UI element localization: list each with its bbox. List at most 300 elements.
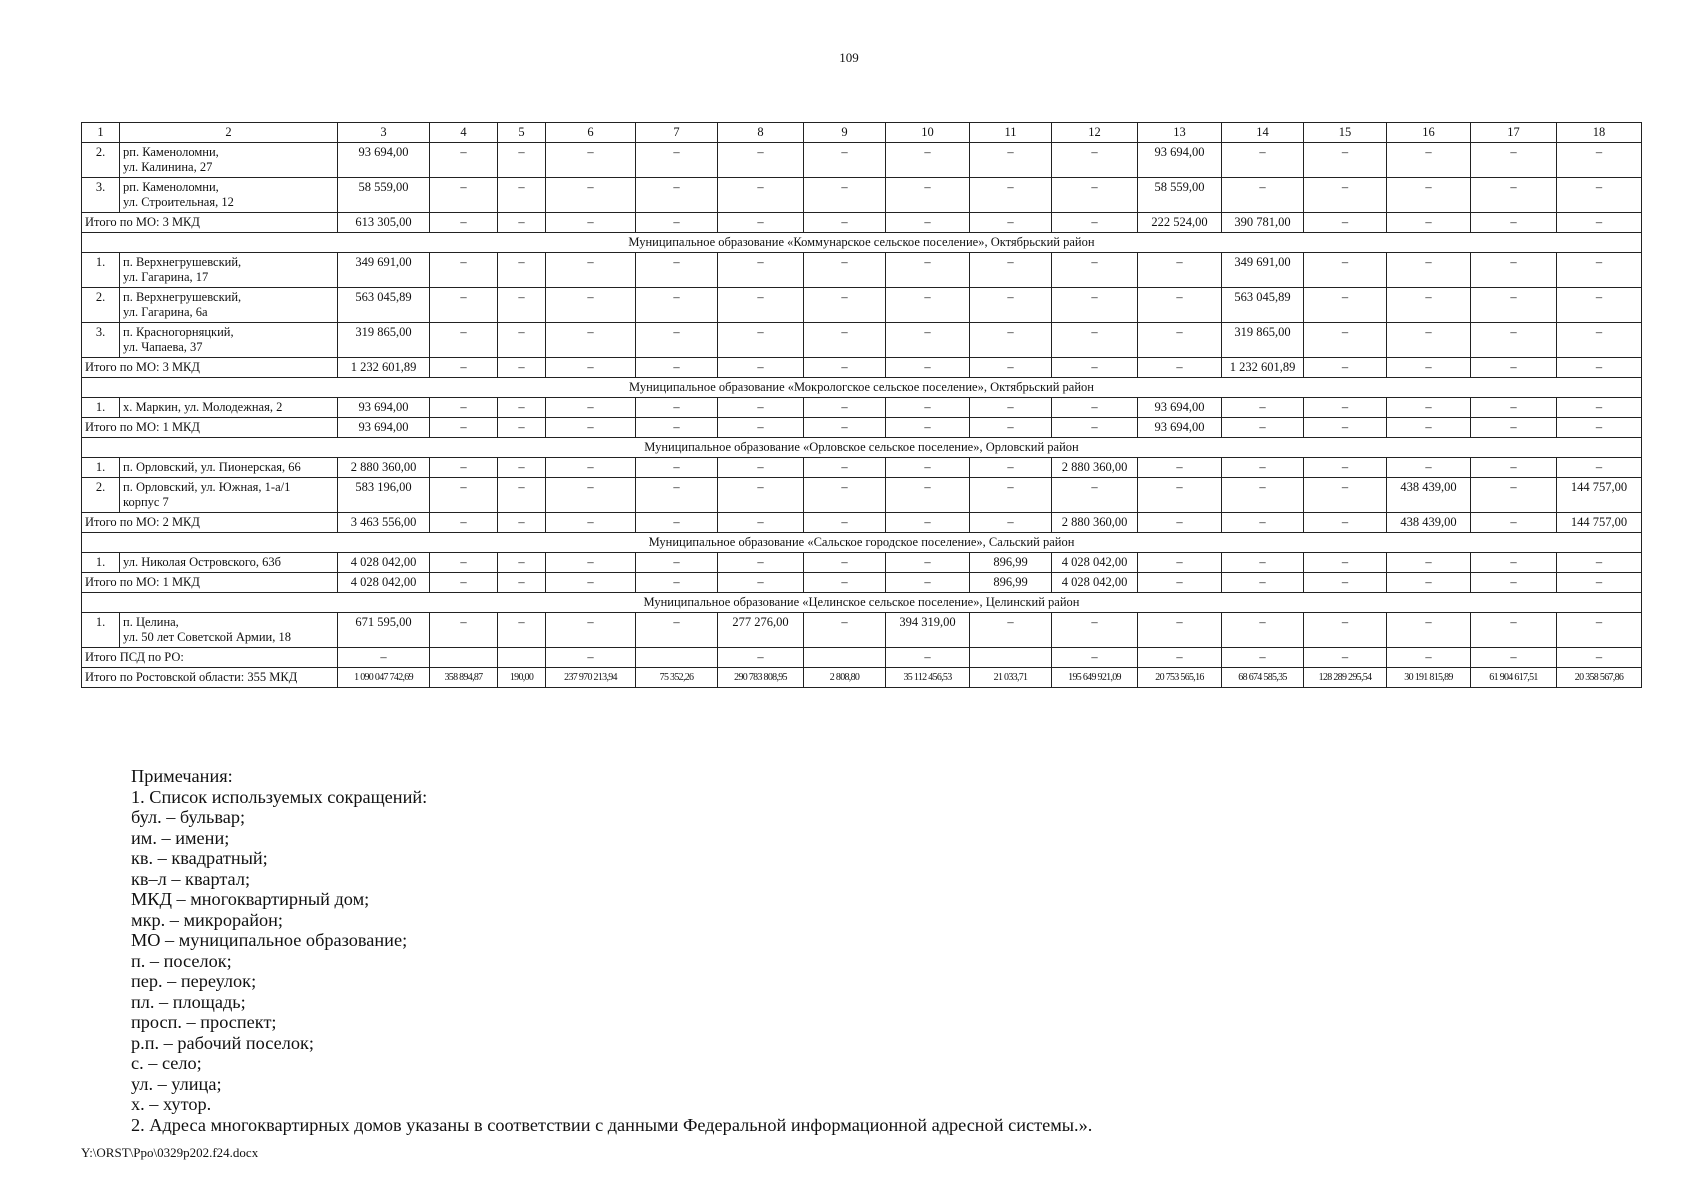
value-cell: – (1304, 213, 1387, 233)
value-cell: – (636, 398, 718, 418)
value-cell: – (1387, 288, 1471, 323)
value-cell: – (804, 143, 886, 178)
note-line: им. – имени; (131, 827, 230, 848)
value-cell: 30 191 815,89 (1387, 668, 1471, 688)
subtotal-row (82, 513, 1642, 533)
row-number: 3. (82, 323, 120, 358)
value-cell: – (1138, 553, 1222, 573)
value-cell: 93 694,00 (1138, 398, 1222, 418)
address-cell (120, 398, 338, 418)
note-line: р.п. – рабочий поселок; (131, 1032, 314, 1053)
value-cell: – (636, 323, 718, 358)
section-header-row (82, 593, 1642, 613)
subtotal-row (82, 358, 1642, 378)
value-cell: – (636, 613, 718, 648)
column-header: 3 (338, 123, 430, 143)
column-header: 11 (970, 123, 1052, 143)
value-cell: – (636, 478, 718, 513)
value-cell: – (1387, 573, 1471, 593)
column-header: 12 (1052, 123, 1138, 143)
value-cell: – (1222, 613, 1304, 648)
value-cell: – (498, 178, 546, 213)
note-line: х. – хутор. (131, 1094, 212, 1114)
address-line: рп. Каменоломни, (123, 145, 219, 159)
column-header: 7 (636, 123, 718, 143)
value-cell: 20 358 567,86 (1557, 668, 1642, 688)
column-header: 17 (1471, 123, 1557, 143)
row-number: 2. (82, 478, 120, 513)
value-cell: – (970, 143, 1052, 178)
value-cell: 390 781,00 (1222, 213, 1304, 233)
section-title: Муниципальное образование «Мокрологское сельское поселение», Октябрьский район (82, 378, 1642, 398)
value-cell: – (430, 553, 498, 573)
value-cell: – (1557, 288, 1642, 323)
address-line: ул. Гагарина, 17 (123, 270, 209, 284)
address-cell (120, 323, 338, 358)
value-cell: – (718, 143, 804, 178)
value-cell: 896,99 (970, 553, 1052, 573)
note-line: МКД – многоквартирный дом; (131, 889, 370, 909)
value-cell: – (1052, 418, 1138, 438)
value-cell: – (886, 143, 970, 178)
value-cell: – (546, 648, 636, 668)
value-cell: – (1557, 613, 1642, 648)
value-cell: – (636, 143, 718, 178)
value-cell: 349 691,00 (338, 253, 430, 288)
value-cell: – (1222, 178, 1304, 213)
value-cell: – (804, 213, 886, 233)
value-cell (970, 648, 1052, 668)
value-cell: – (1222, 458, 1304, 478)
value-cell: – (546, 398, 636, 418)
value-cell: – (546, 178, 636, 213)
note-line: пл. – площадь; (131, 991, 246, 1012)
value-cell: – (430, 288, 498, 323)
value-cell: – (546, 288, 636, 323)
value-cell: – (430, 513, 498, 533)
column-header: 18 (1557, 123, 1642, 143)
value-cell: 58 559,00 (338, 178, 430, 213)
table-row (82, 288, 1642, 323)
value-cell: – (1471, 253, 1557, 288)
value-cell: – (804, 178, 886, 213)
value-cell: – (1304, 613, 1387, 648)
address-cell (120, 178, 338, 213)
value-cell: – (1052, 398, 1138, 418)
value-cell: 144 757,00 (1557, 513, 1642, 533)
value-cell: – (1052, 288, 1138, 323)
column-header: 6 (546, 123, 636, 143)
value-cell: – (804, 398, 886, 418)
section-title: Муниципальное образование «Целинское сельское поселение», Целинский район (82, 593, 1642, 613)
value-cell: 277 276,00 (718, 613, 804, 648)
value-cell: – (804, 458, 886, 478)
value-cell: – (498, 553, 546, 573)
value-cell: – (498, 253, 546, 288)
column-header: 5 (498, 123, 546, 143)
value-cell: – (1222, 143, 1304, 178)
value-cell: – (718, 553, 804, 573)
value-cell: 319 865,00 (338, 323, 430, 358)
note-line: кв. – квадратный; (131, 848, 268, 868)
value-cell: – (546, 323, 636, 358)
address-cell (120, 613, 338, 648)
value-cell: 3 463 556,00 (338, 513, 430, 533)
value-cell: – (804, 323, 886, 358)
value-cell: – (430, 573, 498, 593)
value-cell: – (1304, 478, 1387, 513)
value-cell: – (1557, 458, 1642, 478)
subtotal-label: Итого по МО: 3 МКД (82, 213, 338, 233)
value-cell: – (1052, 648, 1138, 668)
value-cell: 2 880 360,00 (1052, 458, 1138, 478)
value-cell: 2 808,80 (804, 668, 886, 688)
value-cell: – (718, 398, 804, 418)
table-row (82, 143, 1642, 178)
subtotal-label: Итого ПСД по РО: (82, 648, 338, 668)
value-cell: – (1052, 358, 1138, 378)
value-cell: – (718, 513, 804, 533)
value-cell: – (430, 398, 498, 418)
value-cell: – (1304, 573, 1387, 593)
page-number: 109 (839, 50, 859, 65)
value-cell: – (970, 253, 1052, 288)
address-cell (120, 553, 338, 573)
value-cell: – (636, 418, 718, 438)
value-cell: – (1304, 553, 1387, 573)
section-header-row (82, 438, 1642, 458)
value-cell: – (546, 553, 636, 573)
value-cell: – (636, 458, 718, 478)
value-cell: – (970, 513, 1052, 533)
value-cell: – (1387, 613, 1471, 648)
value-cell: 671 595,00 (338, 613, 430, 648)
value-cell: – (430, 323, 498, 358)
row-number: 1. (82, 398, 120, 418)
value-cell: – (546, 513, 636, 533)
value-cell: – (498, 213, 546, 233)
value-cell: 61 904 617,51 (1471, 668, 1557, 688)
value-cell: – (1387, 418, 1471, 438)
value-cell: 20 753 565,16 (1138, 668, 1222, 688)
value-cell: – (718, 358, 804, 378)
address-cell (120, 478, 338, 513)
value-cell: – (1138, 458, 1222, 478)
subtotal-row (82, 418, 1642, 438)
value-cell: 563 045,89 (338, 288, 430, 323)
value-cell: – (1138, 288, 1222, 323)
value-cell: – (1557, 178, 1642, 213)
value-cell: – (1387, 553, 1471, 573)
subtotal-label: Итого по МО: 2 МКД (82, 513, 338, 533)
value-cell: – (886, 253, 970, 288)
value-cell: – (1222, 418, 1304, 438)
column-header: 2 (120, 123, 338, 143)
section-title: Муниципальное образование «Орловское сельское поселение», Орловский район (82, 438, 1642, 458)
value-cell: – (1557, 213, 1642, 233)
value-cell: – (718, 288, 804, 323)
value-cell: – (1138, 323, 1222, 358)
notes-heading: Примечания: (131, 766, 233, 786)
value-cell: – (1304, 418, 1387, 438)
value-cell: – (970, 288, 1052, 323)
address-line: х. Маркин, ул. Молодежная, 2 (123, 400, 283, 414)
value-cell: – (1557, 398, 1642, 418)
value-cell: – (970, 458, 1052, 478)
value-cell: 93 694,00 (338, 398, 430, 418)
table-row (82, 478, 1642, 513)
notes-block (131, 766, 1092, 1135)
section-title: Муниципальное образование «Сальское городское поселение», Сальский район (82, 533, 1642, 553)
value-cell: 128 289 295,54 (1304, 668, 1387, 688)
value-cell: – (886, 323, 970, 358)
value-cell: – (718, 213, 804, 233)
value-cell: 93 694,00 (338, 418, 430, 438)
value-cell: 93 694,00 (1138, 143, 1222, 178)
value-cell: – (970, 418, 1052, 438)
subtotal-label: Итого по МО: 3 МКД (82, 358, 338, 378)
value-cell: – (498, 458, 546, 478)
value-cell: – (1471, 213, 1557, 233)
value-cell: – (1471, 513, 1557, 533)
value-cell: – (1138, 358, 1222, 378)
value-cell: 93 694,00 (338, 143, 430, 178)
value-cell: – (1138, 613, 1222, 648)
value-cell: – (1304, 358, 1387, 378)
funding-table (81, 122, 1642, 688)
value-cell: 394 319,00 (886, 613, 970, 648)
note-line: 1. Список используемых сокращений: (131, 786, 428, 807)
value-cell: – (498, 613, 546, 648)
row-number: 1. (82, 613, 120, 648)
value-cell: – (1304, 253, 1387, 288)
value-cell: – (886, 513, 970, 533)
value-cell: – (886, 458, 970, 478)
value-cell: – (1471, 613, 1557, 648)
grand-total-label: Итого по Ростовской области: 355 МКД (82, 668, 338, 688)
value-cell: – (804, 478, 886, 513)
table-row (82, 178, 1642, 213)
value-cell: – (546, 573, 636, 593)
value-cell: – (1471, 143, 1557, 178)
value-cell: – (804, 553, 886, 573)
value-cell: 1 232 601,89 (338, 358, 430, 378)
section-header-row (82, 533, 1642, 553)
value-cell: – (546, 613, 636, 648)
column-header: 13 (1138, 123, 1222, 143)
value-cell: – (1557, 143, 1642, 178)
subtotal-row (82, 213, 1642, 233)
value-cell: – (1471, 648, 1557, 668)
value-cell: – (430, 143, 498, 178)
value-cell: – (886, 418, 970, 438)
row-number: 1. (82, 553, 120, 573)
note-line: 2. Адреса многоквартирных домов указаны в соответствии с данными Федеральной информационной адресной системы.». (131, 1114, 1093, 1135)
value-cell: – (1222, 553, 1304, 573)
value-cell: – (1471, 398, 1557, 418)
value-cell: – (430, 213, 498, 233)
value-cell: – (886, 213, 970, 233)
column-header: 14 (1222, 123, 1304, 143)
value-cell (636, 648, 718, 668)
value-cell: – (546, 458, 636, 478)
note-line: п. – поселок; (131, 950, 232, 971)
note-line: мкр. – микрорайон; (131, 909, 283, 930)
value-cell: – (1387, 398, 1471, 418)
value-cell: – (804, 358, 886, 378)
value-cell (430, 648, 498, 668)
value-cell: – (1138, 253, 1222, 288)
value-cell: – (498, 573, 546, 593)
value-cell: 358 894,87 (430, 668, 498, 688)
value-cell: – (430, 478, 498, 513)
value-cell: 1 232 601,89 (1222, 358, 1304, 378)
address-cell (120, 458, 338, 478)
value-cell: – (1471, 323, 1557, 358)
grand-total-row (82, 668, 1642, 688)
value-cell: – (1557, 253, 1642, 288)
value-cell: – (970, 613, 1052, 648)
value-cell: – (718, 478, 804, 513)
value-cell: – (970, 358, 1052, 378)
value-cell: – (498, 398, 546, 418)
value-cell: – (546, 143, 636, 178)
section-header-row (82, 378, 1642, 398)
value-cell: 319 865,00 (1222, 323, 1304, 358)
value-cell: – (1387, 143, 1471, 178)
value-cell: 93 694,00 (1138, 418, 1222, 438)
value-cell: – (546, 478, 636, 513)
value-cell: – (636, 358, 718, 378)
value-cell: – (430, 178, 498, 213)
value-cell: 349 691,00 (1222, 253, 1304, 288)
value-cell: – (1304, 288, 1387, 323)
value-cell: – (1222, 513, 1304, 533)
column-header: 4 (430, 123, 498, 143)
value-cell: – (970, 323, 1052, 358)
value-cell: – (886, 288, 970, 323)
value-cell: 4 028 042,00 (338, 573, 430, 593)
value-cell: – (1471, 288, 1557, 323)
value-cell: – (546, 253, 636, 288)
value-cell: – (1387, 178, 1471, 213)
value-cell: – (1052, 143, 1138, 178)
subtotal-label: Итого по МО: 1 МКД (82, 418, 338, 438)
table-row (82, 323, 1642, 358)
value-cell: – (1222, 398, 1304, 418)
value-cell: – (1557, 553, 1642, 573)
value-cell: 68 674 585,35 (1222, 668, 1304, 688)
value-cell: 58 559,00 (1138, 178, 1222, 213)
value-cell: – (1387, 648, 1471, 668)
row-number: 1. (82, 458, 120, 478)
value-cell: – (970, 478, 1052, 513)
value-cell: – (1222, 573, 1304, 593)
value-cell: – (1052, 323, 1138, 358)
value-cell: – (546, 213, 636, 233)
value-cell: – (546, 358, 636, 378)
value-cell: 4 028 042,00 (1052, 553, 1138, 573)
table-row (82, 458, 1642, 478)
value-cell: – (430, 418, 498, 438)
address-line: корпус 7 (123, 495, 169, 509)
value-cell: 438 439,00 (1387, 513, 1471, 533)
value-cell: – (970, 213, 1052, 233)
value-cell: – (1387, 323, 1471, 358)
table-header-row (82, 123, 1642, 143)
value-cell: – (546, 418, 636, 438)
row-number: 3. (82, 178, 120, 213)
value-cell: – (718, 323, 804, 358)
value-cell: – (1052, 478, 1138, 513)
value-cell: – (886, 178, 970, 213)
value-cell: – (498, 478, 546, 513)
value-cell: – (804, 253, 886, 288)
value-cell: – (804, 573, 886, 593)
column-header: 16 (1387, 123, 1471, 143)
value-cell: – (718, 648, 804, 668)
address-cell (120, 288, 338, 323)
column-header: 15 (1304, 123, 1387, 143)
value-cell: 438 439,00 (1387, 478, 1471, 513)
value-cell: – (718, 178, 804, 213)
value-cell: – (1304, 648, 1387, 668)
table-row (82, 553, 1642, 573)
column-header: 9 (804, 123, 886, 143)
value-cell: – (430, 358, 498, 378)
value-cell: – (1471, 553, 1557, 573)
value-cell: – (1557, 323, 1642, 358)
value-cell: – (1052, 178, 1138, 213)
value-cell: – (886, 573, 970, 593)
table-row (82, 613, 1642, 648)
value-cell: – (718, 458, 804, 478)
value-cell: – (1471, 458, 1557, 478)
value-cell: – (886, 553, 970, 573)
value-cell: 222 524,00 (1138, 213, 1222, 233)
value-cell: 4 028 042,00 (1052, 573, 1138, 593)
value-cell (498, 648, 546, 668)
value-cell: – (1052, 253, 1138, 288)
value-cell: 2 880 360,00 (338, 458, 430, 478)
value-cell: – (636, 513, 718, 533)
section-header-row (82, 233, 1642, 253)
value-cell: – (1304, 178, 1387, 213)
value-cell: – (636, 573, 718, 593)
value-cell: – (1471, 573, 1557, 593)
value-cell: – (1387, 253, 1471, 288)
table-row (82, 398, 1642, 418)
note-line: ул. – улица; (131, 1073, 222, 1094)
value-cell: – (1471, 358, 1557, 378)
address-cell (120, 143, 338, 178)
note-line: МО – муниципальное образование; (131, 930, 408, 950)
value-cell: 190,00 (498, 668, 546, 688)
address-line: ул. Калинина, 27 (123, 160, 213, 174)
value-cell: – (1138, 573, 1222, 593)
value-cell: – (1557, 573, 1642, 593)
value-cell: – (636, 213, 718, 233)
value-cell: 583 196,00 (338, 478, 430, 513)
address-line: ул. Строительная, 12 (123, 195, 234, 209)
value-cell: 896,99 (970, 573, 1052, 593)
column-header: 10 (886, 123, 970, 143)
value-cell: 21 033,71 (970, 668, 1052, 688)
subtotal-row (82, 648, 1642, 668)
value-cell (804, 648, 886, 668)
value-cell: – (1471, 418, 1557, 438)
value-cell: 195 649 921,09 (1052, 668, 1138, 688)
